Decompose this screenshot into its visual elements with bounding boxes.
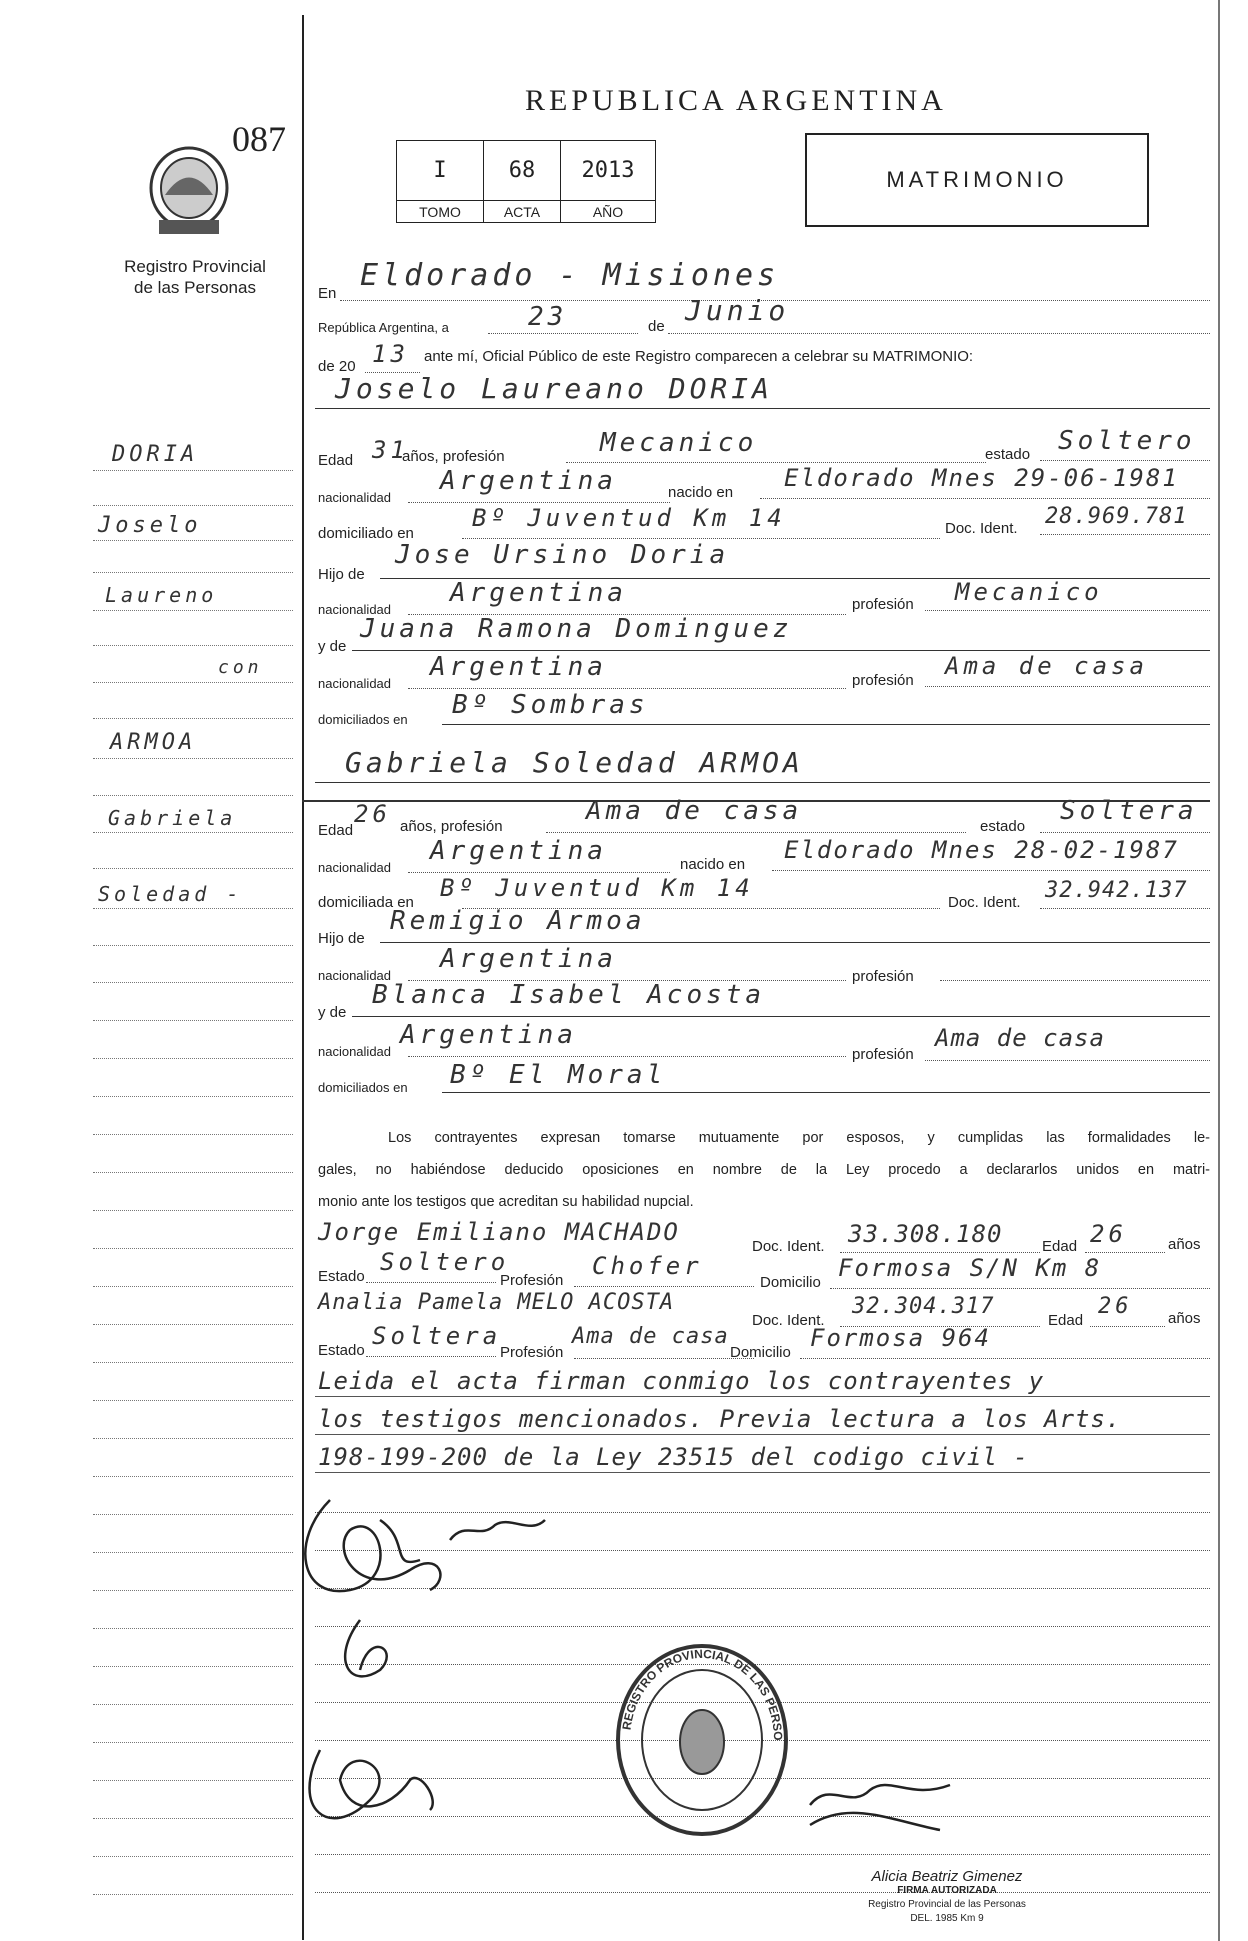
label-groom-prof: años, profesión [402,448,505,465]
label-w2-doc: Doc. Ident. [752,1312,825,1329]
bride-age: 26 [354,800,391,828]
groom-age: 31 [372,436,409,464]
witness2-profession: Ama de casa [572,1324,729,1349]
declaration-text: Los contrayentes expresan tomarse mutuamente por esposos, y cumplidas las formalidades le- gales, no habiéndose deducido oposiciones en nombre de la Ley procedo a declararlos unidos en matri- monio ante los testigos que acreditan su habilidad nupcial. [318,1130,1210,1210]
closing-text: Leida el acta firman conmigo los contrayentes y los testigos mencionados. Previa lectura a los Arts. 198-199-200 de la Ley 23515 del codigo civil - [318,1367,1122,1471]
label-w1-estado: Estado [318,1268,365,1285]
groom-mother: Juana Ramona Dominguez [360,614,793,644]
bride-parents-address: Bº El Moral [450,1060,667,1090]
label-en: En [318,285,337,302]
folio-number: 087 [232,119,286,159]
witness1-name: Jorge Emiliano MACHADO [318,1218,680,1246]
margin-line-5: ARMOA [110,730,197,755]
label-bride-edad: Edad [318,822,354,839]
country-title: REPUBLICA ARGENTINA [525,84,947,117]
label-w2-domicilio: Domicilio [730,1344,791,1361]
witness2-doc: 32.304.317 [852,1294,995,1319]
label-groom-doc: Doc. Ident. [945,520,1018,537]
groom-name: Joselo Laureano DORIA [335,372,774,405]
label-w1-edad: Edad [1042,1238,1078,1255]
label-groom-fnat: nacionalidad [318,602,392,617]
year-value: 13 [372,340,409,368]
bride-mother: Blanca Isabel Acosta [372,980,766,1010]
label-groom-hijo: Hijo de [318,566,365,583]
label-bride-nac: nacionalidad [318,860,392,875]
margin-line-2: Joselo [98,513,202,538]
place-value: Eldorado - Misiones [360,258,780,293]
groom-mother-nat: Argentina [430,652,607,682]
witness2-age: 26 [1098,1294,1133,1319]
day-value: 23 [528,302,568,332]
bride-birth: Eldorado Mnes 28-02-1987 [784,836,1179,864]
label-ante: ante mí, Oficial Público de este Registro comparecen a celebrar su MATRIMONIO: [424,348,974,365]
tomo-label: TOMO [397,201,484,223]
margin-line-4: con [218,657,263,678]
label-bride-mnat: nacionalidad [318,1044,392,1059]
label-w2-anios: años [1168,1310,1201,1327]
groom-status: Soltero [1058,426,1196,456]
groom-profession: Mecanico [600,428,758,458]
record-box [396,140,656,223]
label-w1-doc: Doc. Ident. [752,1238,825,1255]
label-groom-pdom: domiciliados en [318,712,408,727]
bride-nationality: Argentina [430,836,607,866]
label-bride-estado: estado [980,818,1026,835]
tomo-value: I [397,141,484,201]
bride-name: Gabriela Soledad ARMOA [345,746,804,779]
label-groom-yde: y de [318,638,347,655]
witness1-status: Soltero [380,1248,510,1276]
officer-org: Registro Provincial de las Personas [868,1899,1026,1910]
witness1-doc: 33.308.180 [848,1220,1003,1248]
groom-mother-prof: Ama de casa [945,652,1148,680]
label-w1-prof: Profesión [500,1272,564,1289]
label-groom-edad: Edad [318,452,354,469]
groom-father-prof: Mecanico [955,578,1103,606]
bride-father: Remigio Armoa [390,906,646,936]
witness2-name: Analia Pamela MELO ACOSTA [318,1290,675,1315]
officer-office: DEL. 1985 Km 9 [910,1913,984,1924]
label-bride-fnat: nacionalidad [318,968,392,983]
bride-address: Bº Juventud Km 14 [440,874,754,902]
label-groom-domic: domiciliado en [318,525,414,542]
registry-round-stamp [612,1640,792,1840]
officer-title: FIRMA AUTORIZADA [897,1885,997,1896]
label-bride-pdom: domiciliados en [318,1080,408,1095]
province-seal [145,140,233,240]
witness2-address: Formosa 964 [810,1324,991,1352]
label-w2-edad: Edad [1048,1312,1084,1329]
bride-father-nat: Argentina [440,944,617,974]
label-de-month: de [648,318,665,335]
label-bride-yde: y de [318,1004,347,1021]
label-de20: de 20 [318,358,356,375]
document-type: MATRIMONIO [805,133,1149,227]
label-bride-mprof: profesión [852,1046,914,1063]
anio-value: 2013 [561,141,656,201]
groom-nationality: Argentina [440,466,617,496]
registry-name: Registro Provincial de las Personas [124,257,266,297]
label-w1-domicilio: Domicilio [760,1274,821,1291]
groom-address: Bº Juventud Km 14 [472,504,786,532]
groom-birth: Eldorado Mnes 29-06-1981 [784,464,1179,492]
label-w2-estado: Estado [318,1342,365,1359]
month-value: Junio [685,294,790,327]
bride-status: Soltera [1060,796,1198,826]
label-groom-nacido: nacido en [668,484,734,501]
label-w2-prof: Profesión [500,1344,564,1361]
label-groom-estado: estado [985,446,1031,463]
officer-name: Alicia Beatriz Gimenez [871,1868,1023,1885]
acta-value: 68 [484,141,561,201]
bride-mother-nat: Argentina [400,1020,577,1050]
right-edge-line [1218,0,1220,1941]
label-bride-domic: domiciliada en [318,894,414,911]
margin-line-7: Soledad - [98,882,243,906]
margin-line-1: DORIA [112,442,199,467]
groom-father-nat: Argentina [450,578,627,608]
bride-mother-prof: Ama de casa [935,1024,1105,1052]
groom-parents-address: Bº Sombras [452,690,649,720]
witness1-profession: Chofer [592,1252,703,1280]
groom-doc: 28.969.781 [1045,504,1188,529]
label-republica: República Argentina, a [318,320,449,335]
label-bride-nacido: nacido en [680,856,746,873]
margin-line-3: Laureno [105,583,218,607]
anio-label: AÑO [561,201,656,223]
label-w1-anios: años [1168,1236,1201,1253]
margin-line-6: Gabriela [108,806,237,830]
label-groom-nac: nacionalidad [318,490,392,505]
officer-block [832,1870,1062,1926]
bride-doc: 32.942.137 [1045,878,1188,903]
witness1-age: 26 [1090,1220,1127,1248]
label-bride-fprof: profesión [852,968,914,985]
label-bride-prof: años, profesión [400,818,503,835]
groom-father: Jose Ursino Doria [395,540,730,570]
witness2-status: Soltera [372,1322,502,1350]
label-bride-doc: Doc. Ident. [948,894,1021,911]
label-groom-mprof: profesión [852,672,914,689]
label-groom-fprof: profesión [852,596,914,613]
witness1-address: Formosa S/N Km 8 [838,1254,1102,1282]
acta-label: ACTA [484,201,561,223]
bride-profession: Ama de casa [586,796,803,826]
label-bride-hijo: Hijo de [318,930,365,947]
label-groom-mnat: nacionalidad [318,676,392,691]
round-stamp-text: REGISTRO PROVINCIAL DE LAS PERSO [619,1646,786,1741]
